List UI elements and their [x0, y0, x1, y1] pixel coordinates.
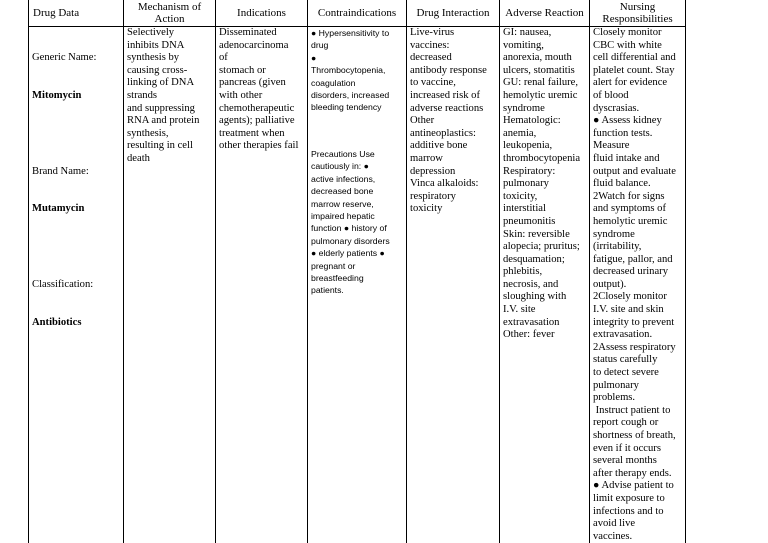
nursing-cell: Closely monitor CBC with white cell differential and platelet count. Stay alert for evidence of blood dyscrasias. ● Assess kidney function tests. Measure fluid intake and output and evaluate fluid balance. 2Watch for signs and symptoms of hemolytic uremic syndrome (irritability, fatigue, pallor, and decreased urinary output). 2Closely monitor I.V. site and skin integrity to prevent extravasation. 2Assess respiratory status carefully to detect severe pulmonary problems. Instruct patient to report cough or shortness of breath, even if it occurs several months after therapy ends. ● Advise patient to limit exposure to infections and to avoid live vaccines. [593, 27, 676, 542]
column-mechanism [124, 0, 216, 543]
brand-name-value: Mutamycin [32, 203, 85, 215]
column-contraindications [308, 0, 407, 543]
header-contraindications: Contraindications [308, 0, 406, 27]
contraindications-cell: ● Hypersensitivity to drug ● Thrombocytopenia, coagulation disorders, increased bleeding tendency [311, 28, 390, 113]
column-adverse-reaction [500, 0, 590, 543]
precautions-cell: Precautions Use cautiously in: ● active infections, decreased bone marrow reserve, impaired hepatic function ● history of pulmonary disorders ● elderly patients ● pregnant or breastfeeding patients. [311, 149, 390, 296]
indications-cell: Disseminated adenocarcinoma of stomach or pancreas (given with other chemotherapeutic agents); palliative treatment when other therapies fail [219, 27, 299, 152]
generic-name-value: Mitomycin [32, 89, 82, 101]
column-drug-interaction [407, 0, 500, 543]
header-adverse-reaction: Adverse Reaction [500, 0, 589, 27]
classification-value: Antibiotics [32, 316, 82, 328]
header-drug-data: Drug Data [29, 0, 123, 27]
adverse-reaction-cell: GI: nausea, vomiting, anorexia, mouth ulcers, stomatitis GU: renal failure, hemolytic uremic syndrome Hematologic: anemia, leukopenia, thrombocytopenia Respiratory: pulmonary toxicity, interstitial pneumonitis Skin: reversible alopecia; pruritus; desquamation; phlebitis, necrosis, and sloughing with I.V. site extravasation Other: fever [503, 27, 581, 341]
drug-table [28, 0, 686, 543]
brand-name-label: Brand Name: [32, 165, 89, 177]
column-nursing [590, 0, 686, 543]
header-nursing: Nursing Responsibilities [590, 0, 685, 27]
generic-name-label: Generic Name: [32, 52, 97, 64]
column-drug-data [29, 0, 124, 543]
header-indications: Indications [216, 0, 307, 27]
drug-interaction-cell: Live-virus vaccines: decreased antibody response to vaccine, increased risk of adverse reactions Other antineoplastics: additive bone marrow depression Vinca alkaloids: respiratory toxicity [410, 27, 487, 215]
column-indications [216, 0, 308, 543]
drug-data-cell [32, 27, 121, 354]
header-drug-interaction: Drug Interaction [407, 0, 499, 27]
mechanism-cell: Selectively inhibits DNA synthesis by causing cross- linking of DNA strands and suppressing RNA and protein synthesis, resulting in cell death [127, 27, 200, 164]
header-mechanism: Mechanism of Action [124, 0, 215, 27]
classification-label: Classification: [32, 278, 94, 290]
